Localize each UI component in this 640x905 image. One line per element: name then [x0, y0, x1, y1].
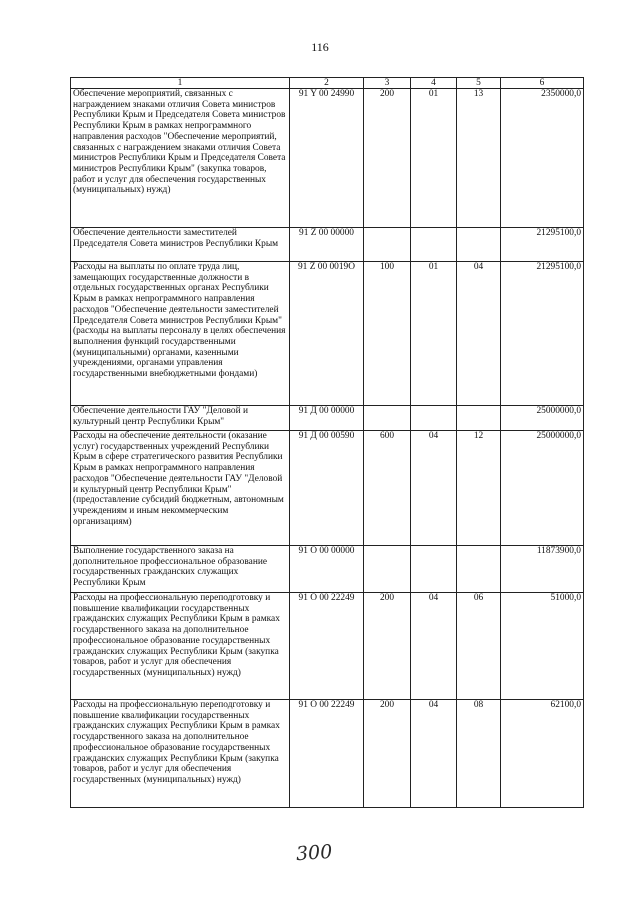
row-subsection: 12 — [457, 431, 501, 546]
row-code: 91 Y 00 24990 — [290, 89, 364, 228]
row-code: 91 O 00 22249 — [290, 593, 364, 700]
row-subsection: 06 — [457, 593, 501, 700]
handwritten-page-number: 300 — [295, 840, 333, 866]
row-subsection — [457, 228, 501, 262]
row-expense-type: 200 — [364, 89, 411, 228]
budget-table — [70, 77, 584, 808]
row-expense-type: 600 — [364, 431, 411, 546]
row-section: 04 — [411, 700, 457, 808]
row-code: 91 Z 00 0019O — [290, 262, 364, 406]
row-subsection: 13 — [457, 89, 501, 228]
header-col-1: 1 — [71, 78, 290, 89]
row-section: 04 — [411, 431, 457, 546]
row-name: Выполнение государственного заказа на дополнительное профессиональное образование государственных гражданских служащих Республики Крым — [71, 546, 290, 593]
row-section — [411, 546, 457, 593]
row-section — [411, 228, 457, 262]
row-section: 01 — [411, 89, 457, 228]
row-amount: 25000000,0 — [501, 406, 584, 431]
row-amount: 21295100,0 — [501, 262, 584, 406]
row-amount: 2350000,0 — [501, 89, 584, 228]
row-section — [411, 406, 457, 431]
row-code: 91 O 00 22249 — [290, 700, 364, 808]
row-section: 04 — [411, 593, 457, 700]
header-col-2: 2 — [290, 78, 364, 89]
table-row — [71, 89, 584, 228]
row-amount: 51000,0 — [501, 593, 584, 700]
row-code: 91 Д 00 00590 — [290, 431, 364, 546]
header-col-4: 4 — [411, 78, 457, 89]
header-col-3: 3 — [364, 78, 411, 89]
table-row — [71, 262, 584, 406]
row-expense-type: 200 — [364, 593, 411, 700]
row-name: Расходы на профессиональную переподготовку и повышение квалификации государственных гражданских служащих Республики Крым в рамках государственного заказа на дополнительное профессиональное образование государственных гражданских служащих Республики Крым (закупка товаров, работ и услуг для обеспечения государственных (муниципальных) нужд) — [71, 700, 290, 808]
row-expense-type: 200 — [364, 700, 411, 808]
table-row — [71, 228, 584, 262]
row-name: Расходы на выплаты по оплате труда лиц, замещающих государственные должности в отдельных государственных органах Республики Крым в рамках непрограммного направления расходов "Обеспечение деятельности заместителей Председателя Совета министров Республики Крым" (расходы на выплаты персоналу в целях обеспечения выполнения функций государственными (муниципальными) органами, казенными учреждениями, органами управления государственными внебюджетными фондами) — [71, 262, 290, 406]
header-col-6: 6 — [501, 78, 584, 89]
row-subsection: 08 — [457, 700, 501, 808]
row-section: 01 — [411, 262, 457, 406]
header-row — [71, 78, 584, 89]
table-row — [71, 593, 584, 700]
table-body — [71, 89, 584, 808]
row-amount: 11873900,0 — [501, 546, 584, 593]
row-subsection — [457, 546, 501, 593]
page-number: 116 — [311, 40, 329, 54]
row-amount: 25000000,0 — [501, 431, 584, 546]
row-expense-type — [364, 228, 411, 262]
row-subsection — [457, 406, 501, 431]
row-name: Обеспечение деятельности ГАУ "Деловой и культурный центр Республики Крым" — [71, 406, 290, 431]
row-amount: 62100,0 — [501, 700, 584, 808]
table-row — [71, 406, 584, 431]
row-amount: 21295100,0 — [501, 228, 584, 262]
row-subsection: 04 — [457, 262, 501, 406]
row-name: Обеспечение деятельности заместителей Председателя Совета министров Республики Крым — [71, 228, 290, 262]
row-name: Обеспечение мероприятий, связанных с награждением знаками отличия Совета министров Республики Крым и Председателя Совета министров Республики Крым в рамках непрограммного направления расходов "Обеспечение мероприятий, связанных с награждением знаками отличия Совета министров Республики Крым и Председателя Совета министров Республики Крым" (закупка товаров, работ и услуг для обеспечения государственных (муниципальных) нужд) — [71, 89, 290, 228]
table-row — [71, 700, 584, 808]
row-code: 91 Д 00 00000 — [290, 406, 364, 431]
header-col-5: 5 — [457, 78, 501, 89]
table-header — [71, 78, 584, 89]
row-expense-type: 100 — [364, 262, 411, 406]
row-code: 91 O 00 00000 — [290, 546, 364, 593]
table-row — [71, 431, 584, 546]
table-row — [71, 546, 584, 593]
row-expense-type — [364, 406, 411, 431]
row-name: Расходы на обеспечение деятельности (оказание услуг) государственных учреждений Республики Крым в сфере стратегического развития Республики Крым в рамках непрограммного направления расходов "Обеспечение деятельности ГАУ "Деловой и культурный центр Республики Крым" (предоставление субсидий бюджетным, автономным учреждениям и иным некоммерческим организациям) — [71, 431, 290, 546]
row-code: 91 Z 00 00000 — [290, 228, 364, 262]
row-expense-type — [364, 546, 411, 593]
row-name: Расходы на профессиональную переподготовку и повышение квалификации государственных гражданских служащих Республики Крым в рамках государственного заказа на дополнительное профессиональное образование государственных гражданских служащих Республики Крым (закупка товаров, работ и услуг для обеспечения государственных (муниципальных) нужд) — [71, 593, 290, 700]
